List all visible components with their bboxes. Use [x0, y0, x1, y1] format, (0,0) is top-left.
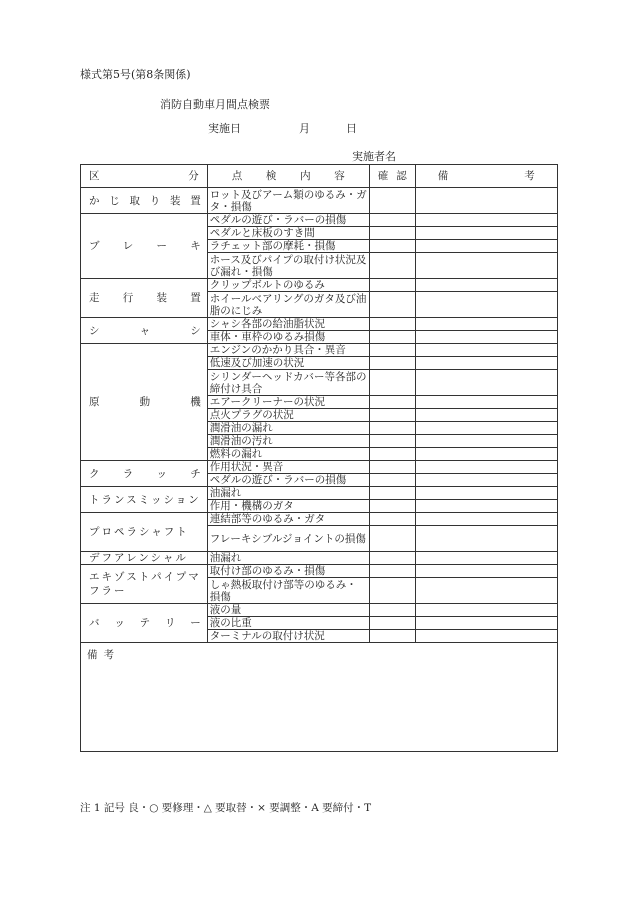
- table-row: [81, 344, 558, 357]
- confirm-cell[interactable]: [369, 279, 415, 292]
- category-cell: 原 動 機: [81, 344, 208, 461]
- remarks-cell[interactable]: [415, 552, 557, 565]
- remarks-cell[interactable]: [415, 487, 557, 500]
- table-row: [81, 604, 558, 617]
- remarks-cell[interactable]: [415, 422, 557, 435]
- inspection-item: 低速及び加速の状況: [207, 357, 369, 370]
- confirm-cell[interactable]: [369, 422, 415, 435]
- confirm-cell[interactable]: [369, 435, 415, 448]
- confirm-cell[interactable]: [369, 513, 415, 526]
- confirm-cell[interactable]: [369, 344, 415, 357]
- remarks-cell[interactable]: [415, 500, 557, 513]
- remarks-cell[interactable]: [415, 227, 557, 240]
- remarks-cell[interactable]: [415, 279, 557, 292]
- table-row: [81, 188, 558, 214]
- remarks-cell[interactable]: [415, 331, 557, 344]
- remarks-cell[interactable]: [415, 370, 557, 396]
- category-cell: デフアレンシャル: [81, 552, 208, 565]
- confirm-cell[interactable]: [369, 474, 415, 487]
- remarks-cell[interactable]: [415, 240, 557, 253]
- confirm-cell[interactable]: [369, 487, 415, 500]
- confirm-cell[interactable]: [369, 227, 415, 240]
- remarks-cell[interactable]: [415, 461, 557, 474]
- confirm-cell[interactable]: [369, 409, 415, 422]
- category-cell: バ ッ テ リ ー: [81, 604, 208, 643]
- inspection-item: ペダルの遊び・ラバーの損傷: [207, 214, 369, 227]
- column-header-category: 区 分: [81, 165, 208, 188]
- inspection-item: 潤滑油の汚れ: [207, 435, 369, 448]
- remarks-cell[interactable]: [415, 253, 557, 279]
- category-cell: ク ラ ッ チ: [81, 461, 208, 487]
- inspection-item: 油漏れ: [207, 552, 369, 565]
- confirm-cell[interactable]: [369, 578, 415, 604]
- confirm-cell[interactable]: [369, 318, 415, 331]
- inspection-item: 車体・車枠のゆるみ損傷: [207, 331, 369, 344]
- confirm-cell[interactable]: [369, 214, 415, 227]
- inspection-item: クリップボルトのゆるみ: [207, 279, 369, 292]
- confirm-cell[interactable]: [369, 370, 415, 396]
- inspection-item: ロット及びアーム類のゆるみ・ガタ・損傷: [207, 188, 369, 214]
- table-row: [81, 318, 558, 331]
- confirm-cell[interactable]: [369, 565, 415, 578]
- table-row: [81, 565, 558, 578]
- date-label: 実施日: [208, 122, 241, 135]
- remarks-cell[interactable]: [415, 396, 557, 409]
- confirm-cell[interactable]: [369, 552, 415, 565]
- notes-label: 備考: [87, 649, 120, 661]
- remarks-cell[interactable]: [415, 526, 557, 552]
- confirm-cell[interactable]: [369, 630, 415, 643]
- inspection-item: 連結部等のゆるみ・ガタ: [207, 513, 369, 526]
- table-row: [81, 513, 558, 526]
- remarks-cell[interactable]: [415, 448, 557, 461]
- confirm-cell[interactable]: [369, 357, 415, 370]
- confirm-cell[interactable]: [369, 331, 415, 344]
- inspection-table: [80, 164, 558, 752]
- notes-area[interactable]: [81, 643, 558, 752]
- remarks-cell[interactable]: [415, 357, 557, 370]
- column-header-remarks: 備 考: [415, 165, 557, 188]
- inspection-item: 点火プラグの状況: [207, 409, 369, 422]
- category-cell: か じ 取 り 装 置: [81, 188, 208, 214]
- table-row: [81, 487, 558, 500]
- category-cell: シ ャ シ: [81, 318, 208, 344]
- category-cell: エキゾストパイプマフラー: [81, 565, 208, 604]
- inspection-item: しゃ熱板取付け部等のゆるみ・損傷: [207, 578, 369, 604]
- column-header-content: 点 検 内 容: [207, 165, 369, 188]
- remarks-cell[interactable]: [415, 604, 557, 617]
- remarks-cell[interactable]: [415, 409, 557, 422]
- inspection-item: シャシ各部の給油脂状況: [207, 318, 369, 331]
- remarks-cell[interactable]: [415, 188, 557, 214]
- table-row: [81, 461, 558, 474]
- remarks-cell[interactable]: [415, 513, 557, 526]
- remarks-cell[interactable]: [415, 630, 557, 643]
- inspection-item: フレーキシブルジョイントの損傷: [207, 526, 369, 552]
- confirm-cell[interactable]: [369, 461, 415, 474]
- table-row: [81, 279, 558, 292]
- remarks-cell[interactable]: [415, 292, 557, 318]
- inspection-item: シリンダーヘッドカバー等各部の締付け具合: [207, 370, 369, 396]
- remarks-cell[interactable]: [415, 318, 557, 331]
- confirm-cell[interactable]: [369, 188, 415, 214]
- confirm-cell[interactable]: [369, 448, 415, 461]
- day-label: 日: [346, 122, 357, 135]
- inspection-item: ペダルの遊び・ラバーの損傷: [207, 474, 369, 487]
- implementation-date: [208, 120, 357, 136]
- implementer-label: 実施者名: [352, 150, 396, 163]
- form-title: 消防自動車月間点検票: [160, 98, 270, 111]
- remarks-cell[interactable]: [415, 435, 557, 448]
- remarks-cell[interactable]: [415, 474, 557, 487]
- inspection-item: 液の比重: [207, 617, 369, 630]
- category-cell: 走 行 装 置: [81, 279, 208, 318]
- confirm-cell[interactable]: [369, 604, 415, 617]
- confirm-cell[interactable]: [369, 617, 415, 630]
- confirm-cell[interactable]: [369, 396, 415, 409]
- table-row: [81, 214, 558, 227]
- month-label: 月: [299, 122, 310, 135]
- table-row: [81, 552, 558, 565]
- confirm-cell[interactable]: [369, 500, 415, 513]
- inspection-item: ラチェット部の摩耗・損傷: [207, 240, 369, 253]
- inspection-item: ターミナルの取付け状況: [207, 630, 369, 643]
- confirm-cell[interactable]: [369, 253, 415, 279]
- remarks-cell[interactable]: [415, 344, 557, 357]
- inspection-item: 取付け部のゆるみ・損傷: [207, 565, 369, 578]
- inspection-item: ホース及びパイプの取付け状況及び漏れ・損傷: [207, 253, 369, 279]
- inspection-item: エアークリーナーの状況: [207, 396, 369, 409]
- inspection-item: エンジンのかかり具合・異音: [207, 344, 369, 357]
- form-id: 様式第5号(第8条関係): [80, 68, 191, 81]
- inspection-item: 潤滑油の漏れ: [207, 422, 369, 435]
- remarks-cell[interactable]: [415, 578, 557, 604]
- category-cell: ブ レ ー キ: [81, 214, 208, 279]
- inspection-item: 作用状況・異音: [207, 461, 369, 474]
- confirm-cell[interactable]: [369, 292, 415, 318]
- category-cell: トランスミッション: [81, 487, 208, 513]
- inspection-item: ペダルと床板のすき間: [207, 227, 369, 240]
- column-header-confirm: 確 認: [369, 165, 415, 188]
- inspection-item: 作用・機構のガタ: [207, 500, 369, 513]
- remarks-cell[interactable]: [415, 214, 557, 227]
- inspection-item: ホイールベアリングのガタ及び油脂のにじみ: [207, 292, 369, 318]
- footnote: 注 1 記号 良・○ 要修理・△ 要取替・× 要調整・A 要締付・T: [80, 802, 372, 814]
- confirm-cell[interactable]: [369, 240, 415, 253]
- category-cell: プロペラシャフト: [81, 513, 208, 552]
- remarks-cell[interactable]: [415, 565, 557, 578]
- confirm-cell[interactable]: [369, 526, 415, 552]
- inspection-item: 液の量: [207, 604, 369, 617]
- inspection-item: 油漏れ: [207, 487, 369, 500]
- inspection-item: 燃料の漏れ: [207, 448, 369, 461]
- remarks-cell[interactable]: [415, 617, 557, 630]
